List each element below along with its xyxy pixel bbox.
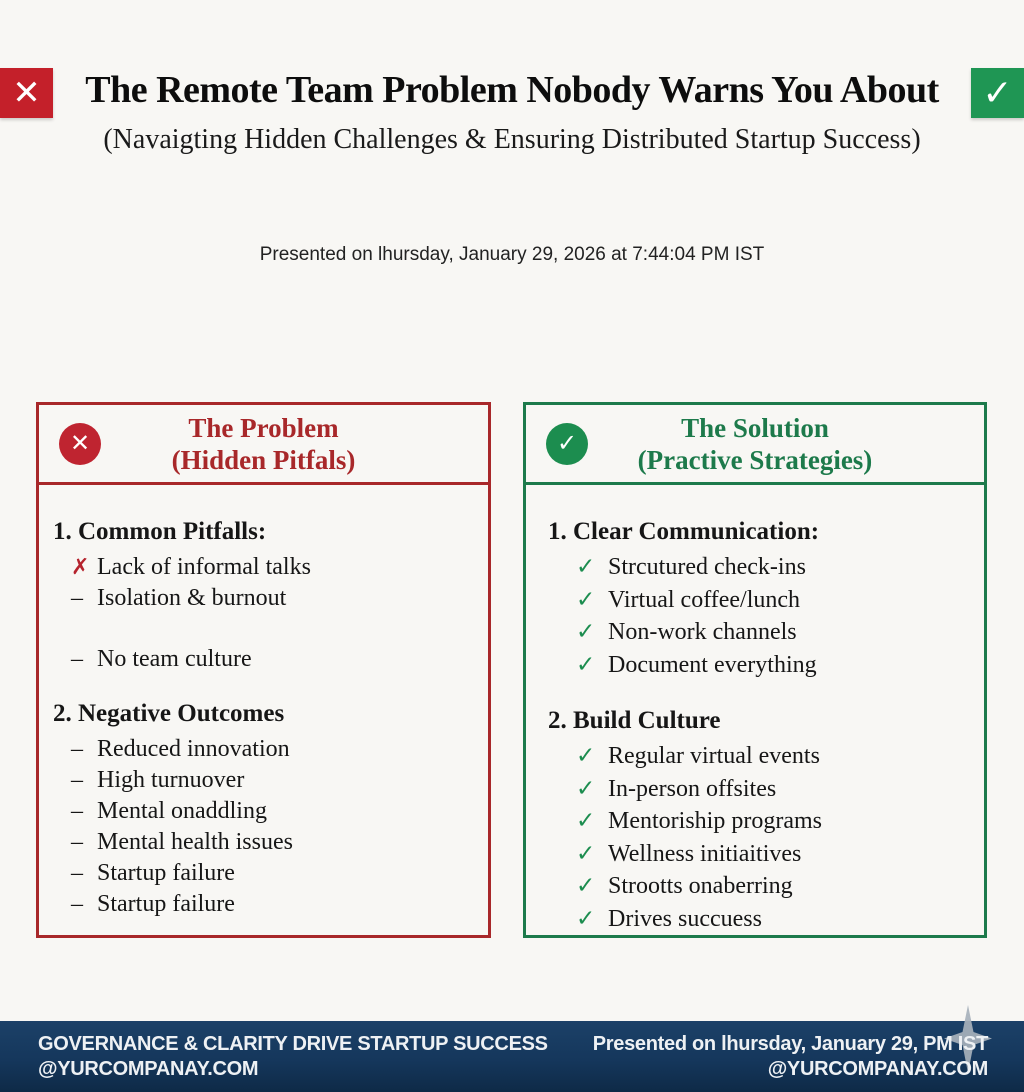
problem-list <box>39 485 488 922</box>
solution-list <box>526 485 984 938</box>
list-item <box>39 646 488 677</box>
check-bullet-icon: ✓ <box>576 743 596 769</box>
check-bullet-icon: ✓ <box>576 651 596 678</box>
item-text: Isolation & burnout <box>97 585 287 611</box>
item-text: Wellness initiaitives <box>608 840 802 867</box>
item-text: In-person offsites <box>608 775 777 802</box>
section-heading: 1. Common Pitfalls: <box>53 518 267 545</box>
footer-left-block <box>38 1032 548 1082</box>
check-bullet-icon: ✓ <box>576 808 596 834</box>
dash-bullet-icon: – <box>71 860 83 886</box>
presented-line: Presented on lhursday, January 29, 2026 at 7:44:04 PM IST <box>259 244 765 265</box>
item-text: Regular virtual events <box>608 743 820 769</box>
footer-handle-left: @YURCOMPANAY.COM <box>38 1058 259 1080</box>
list-item <box>39 554 488 585</box>
check-bullet-icon: ✓ <box>576 840 596 867</box>
dash-bullet-icon: – <box>71 585 83 611</box>
list-item <box>39 616 488 646</box>
item-text: No team culture <box>97 646 252 672</box>
problem-panel-header <box>39 405 488 485</box>
list-item <box>39 798 488 829</box>
solution-title-line2: (Practive Strategies) <box>637 444 873 475</box>
list-item <box>39 891 488 922</box>
list-item <box>39 829 488 860</box>
item-text: Mentoriship programs <box>608 808 822 834</box>
solution-panel-header <box>526 405 984 485</box>
footer-right-block <box>593 1032 988 1082</box>
list-item <box>526 652 984 685</box>
dash-bullet-icon: – <box>71 798 83 824</box>
problem-panel <box>36 402 491 938</box>
item-text: Strootts onaberring <box>608 873 793 899</box>
footer-handle-right: @YURCOMPANAY.COM <box>767 1058 988 1080</box>
section-heading: 2. Negative Outcomes <box>53 700 285 727</box>
list-item <box>39 860 488 891</box>
list-item <box>526 587 984 620</box>
item-text: Drives succuess <box>608 905 762 932</box>
item-text: Startup failure <box>97 860 235 886</box>
page-title: The Remote Team Problem Nobody Warns You About <box>85 69 939 111</box>
cross-bullet-icon: ✗ <box>71 555 90 580</box>
cross-icon: ✕ <box>12 74 41 112</box>
footer-presented-line: Presented on lhursday, January 29, PM IST <box>592 1033 988 1055</box>
item-text: High turnuover <box>97 767 245 793</box>
dash-bullet-icon: – <box>71 829 83 855</box>
dash-bullet-icon: – <box>71 646 83 672</box>
item-text: Mental health issues <box>97 829 293 855</box>
top-right-check-badge <box>971 68 1024 118</box>
list-item <box>526 743 984 776</box>
list-item <box>526 554 984 587</box>
dash-bullet-icon: – <box>71 891 83 917</box>
list-item <box>39 767 488 798</box>
solution-panel-title <box>638 412 873 476</box>
item-text: Non-work channels <box>608 619 797 645</box>
problem-title-line2: (Hidden Pitfals) <box>171 444 356 475</box>
list-item <box>526 619 984 652</box>
footer-tagline: GOVERNANCE & CLARITY DRIVE STARTUP SUCCESS <box>38 1033 548 1055</box>
item-text: Virtual coffee/lunch <box>608 586 801 613</box>
check-bullet-icon: ✓ <box>576 619 596 645</box>
item-text: Document everything <box>608 651 817 678</box>
list-item <box>526 873 984 906</box>
item-text: Mental onaddling <box>97 798 267 824</box>
footer-bar <box>0 1021 1024 1092</box>
dash-bullet-icon: – <box>71 736 83 762</box>
list-item <box>526 808 984 841</box>
problem-title-line1: The Problem <box>188 412 339 443</box>
check-bullet-icon: ✓ <box>576 554 596 580</box>
list-item <box>39 585 488 616</box>
page-subtitle: (Navaigting Hidden Challenges & Ensuring Distributed Startup Success) <box>103 124 921 155</box>
check-bullet-icon: ✓ <box>576 873 596 899</box>
top-left-cross-badge <box>0 68 53 118</box>
list-item <box>526 841 984 874</box>
item-text: Lack of informal talks <box>97 554 311 580</box>
check-bullet-icon: ✓ <box>576 905 596 932</box>
check-circle-icon: ✓ <box>546 423 588 465</box>
list-item <box>39 736 488 767</box>
list-item <box>526 776 984 809</box>
check-icon: ✓ <box>982 72 1013 113</box>
solution-title-line1: The Solution <box>681 412 829 443</box>
check-bullet-icon: ✓ <box>576 586 596 613</box>
list-item <box>526 906 984 939</box>
section-heading: 1. Clear Communication: <box>548 518 820 545</box>
item-text: Reduced innovation <box>97 736 290 762</box>
section-heading: 2. Build Culture <box>548 707 721 734</box>
check-bullet-icon: ✓ <box>576 775 596 802</box>
cross-circle-icon: ✕ <box>59 423 101 465</box>
item-text: Startup failure <box>97 891 235 917</box>
item-text: Strcutured check-ins <box>608 554 806 580</box>
dash-bullet-icon: – <box>71 767 83 793</box>
problem-panel-title <box>172 412 356 476</box>
solution-panel <box>523 402 987 938</box>
